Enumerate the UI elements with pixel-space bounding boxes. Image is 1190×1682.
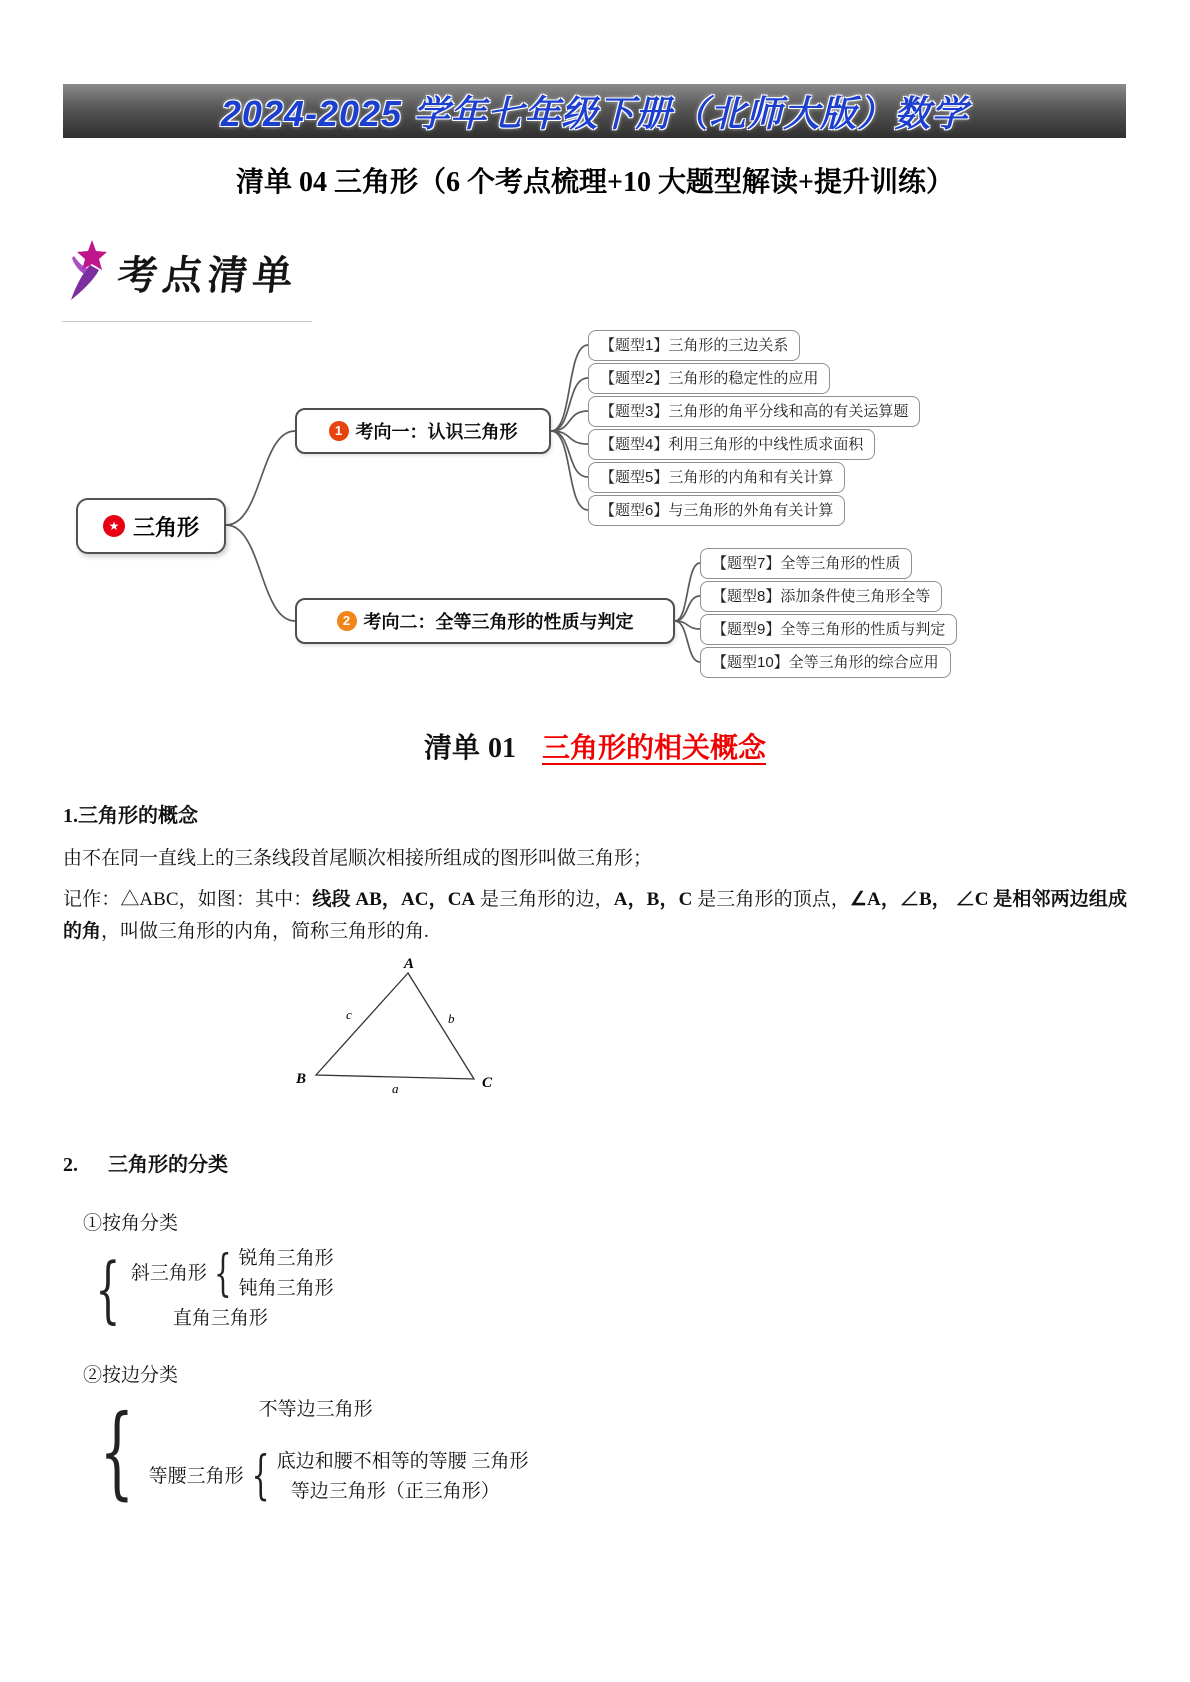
header-banner: [63, 84, 1126, 138]
branch1-label: 考向一：认识三角形: [355, 422, 518, 442]
mindmap-leaf-type6: 【题型6】与三角形的外角有关计算: [588, 495, 845, 526]
concept-heading: 1.三角形的概念: [63, 805, 198, 827]
side-label-c: c: [346, 1007, 352, 1023]
section-number: 01: [488, 733, 516, 764]
isosceles-triangle-label: 等腰三角形: [148, 1466, 244, 1488]
inner-brace-icon: {: [213, 1243, 232, 1302]
p2-bold-vertices: A，B，C: [613, 889, 693, 911]
p2-text-1: 记作：△ABC，如图：其中：: [63, 889, 313, 911]
branch2-number-badge: 2: [337, 611, 357, 631]
p2-text-2: 是三角形的边，: [475, 889, 614, 911]
by-side-diagram: [85, 1392, 1127, 1510]
obtuse-triangle-label: 钝角三角形: [238, 1277, 334, 1299]
side-label-b: b: [448, 1011, 455, 1027]
outer-brace-icon: {: [95, 1246, 121, 1331]
oblique-triangle-label: 斜三角形: [130, 1262, 207, 1284]
classification-heading-number: 2.: [63, 1154, 78, 1177]
concept-paragraph-1: 由不在同一直线上的三条线段首尾顺次相接所组成的图形叫做三角形；: [63, 848, 653, 869]
side-label-a: a: [392, 1081, 399, 1097]
mindmap-leaf-type1: 【题型1】三角形的三边关系: [588, 330, 800, 361]
right-triangle-label: 直角三角形: [172, 1307, 268, 1329]
by-angle-label: ①按角分类: [83, 1213, 179, 1235]
mindmap-root-label: 三角形: [132, 514, 199, 540]
section-title: 三角形的相关概念: [542, 732, 767, 763]
mindmap-leaf-type9: 【题型9】全等三角形的性质与判定: [700, 614, 957, 645]
section-01-heading: [0, 726, 1190, 766]
mindmap-leaf-type3: 【题型3】三角形的角平分线和高的有关运算题: [588, 396, 920, 427]
mindmap-leaf-type8: 【题型8】添加条件使三角形全等: [700, 581, 942, 612]
logo-text: 考点清单: [115, 252, 301, 299]
section-body: [63, 800, 1127, 1510]
mindmap-branch-2: [295, 598, 675, 644]
by-angle-diagram: [85, 1244, 1127, 1334]
vertex-label-c: C: [482, 1075, 493, 1092]
kaodian-qingdan-logo: [62, 236, 322, 322]
section-prefix: 清单: [423, 732, 480, 763]
mindmap-leaf-type2: 【题型2】三角形的稳定性的应用: [588, 363, 830, 394]
mindmap-branch-1: [295, 408, 551, 454]
mindmap-leaf-type10: 【题型10】全等三角形的综合应用: [700, 647, 951, 678]
mindmap-leaf-type5: 【题型5】三角形的内角和有关计算: [588, 462, 845, 493]
p2-text-3: 是三角形的顶点，: [692, 889, 851, 911]
topic-mindmap: [60, 322, 1010, 690]
branch1-number-badge: 1: [329, 421, 349, 441]
p2-text-4: ，叫做三角形的内角，简称三角形的角.: [101, 920, 429, 942]
branch2-label: 考向二：全等三角形的性质与判定: [363, 612, 634, 632]
scalene-triangle-label: 不等边三角形: [258, 1399, 373, 1421]
by-side-label: ②按边分类: [83, 1364, 179, 1386]
dancer-star-icon: [62, 236, 114, 309]
banner-title: 2024-2025 学年七年级下册（北师大版）数学: [220, 92, 969, 134]
classification-heading: [63, 1149, 1127, 1182]
document-subtitle: 清单 04 三角形（6 个考点梳理+10 大题型解读+提升训练）: [236, 167, 954, 198]
p2-bold-sides: 线段 AB，AC，CA: [312, 889, 476, 911]
isosceles-unequal-label: 底边和腰不相等的等腰 三角形: [276, 1451, 529, 1473]
p2-bold-angles: ∠A，∠B， ∠C 是相邻两边组成的角: [63, 889, 1127, 942]
inner-brace-icon: {: [251, 1446, 270, 1507]
triangle-abc-figure: [288, 957, 528, 1099]
mindmap-root-triangle: [76, 498, 226, 554]
vertex-label-a: A: [404, 957, 415, 973]
equilateral-triangle-label: 等边三角形（正三角形）: [290, 1481, 500, 1503]
classification-heading-text: 三角形的分类: [108, 1154, 228, 1177]
star-badge-icon: ★: [103, 515, 125, 537]
mindmap-leaf-type4: 【题型4】利用三角形的中线性质求面积: [588, 429, 875, 460]
concept-paragraph-2: [63, 884, 1127, 947]
outer-brace-icon: {: [99, 1392, 135, 1510]
mindmap-leaf-type7: 【题型7】全等三角形的性质: [700, 548, 912, 579]
vertex-label-b: B: [296, 1071, 307, 1088]
acute-triangle-label: 锐角三角形: [238, 1247, 334, 1269]
